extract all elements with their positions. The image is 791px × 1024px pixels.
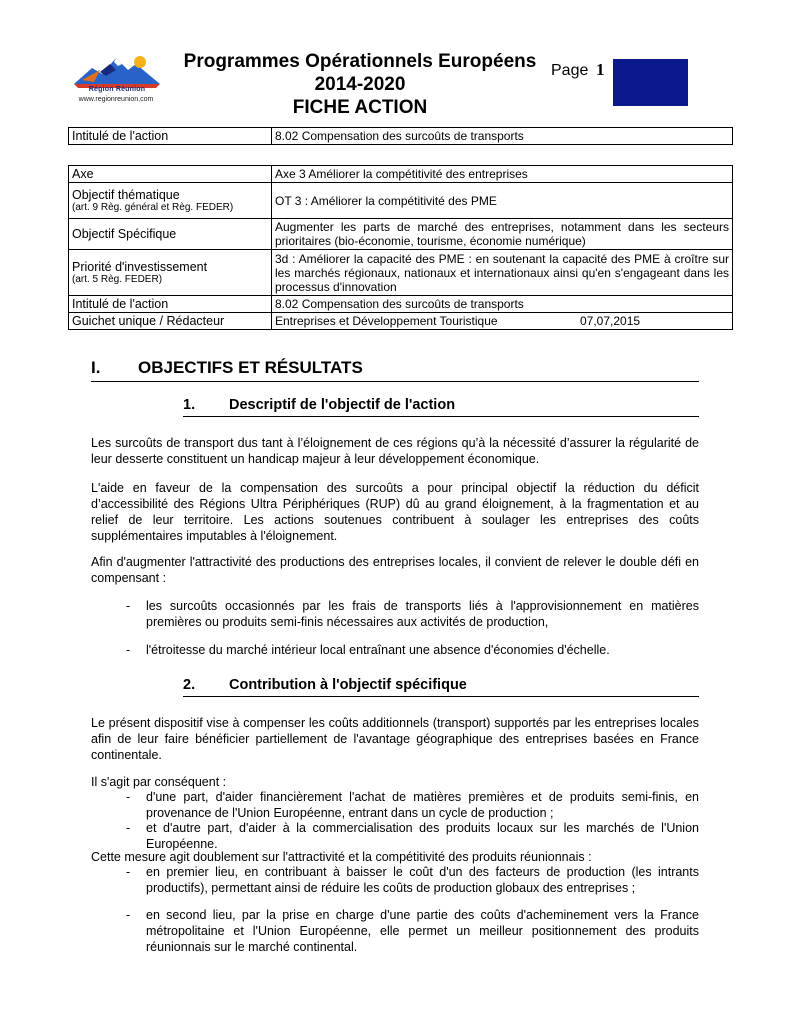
action-details-table	[68, 165, 733, 330]
objectif-specifique-value: Augmenter les parts de marché des entreprises, notamment dans les secteurs prioritaires (bio-économie, tourisme, économie numérique)	[272, 219, 733, 250]
intitule-value: 8.02 Compensation des surcoûts de transports	[272, 296, 733, 313]
section-number: I.	[91, 358, 101, 377]
paragraph: Afin d'augmenter l'attractivité des productions des entreprises locales, il convient de relever le double défi en compensant :	[91, 555, 699, 585]
logo-text: Région Réunion	[88, 86, 146, 93]
title-line-2: 2014-2020	[314, 74, 406, 95]
priorite-value: 3d : Améliorer la capacité des PME : en soutenant la capacité des PME à croître sur les marchés régionaux, nationaux et internationaux ainsi qu'en s'engageant dans les processus d'innovation	[272, 250, 733, 296]
guichet-value: Entreprises et Développement Touristique	[275, 314, 498, 328]
subsection-2-number: 2.	[183, 677, 196, 693]
list-item-text: d'une part, d'aider financièrement l'achat de matières premières et de produits semi-finis, en provenance de l'Union Européenne, entrant dans un cycle de production ;	[146, 790, 699, 820]
paragraph: Les surcoûts de transport dus tant à l’éloignement de ces régions qu’à la nécessité d’assurer la régularité de leur desserte constituent un handicap majeur à leur développement économique.	[91, 436, 699, 466]
section-heading	[91, 358, 699, 382]
list-item	[126, 907, 699, 955]
axe-value: Axe 3 Améliorer la compétitivité des entreprises	[272, 166, 733, 183]
list-item-text: en second lieu, par la prise en charge d'une partie des coûts d'acheminement vers la France métropolitaine et l'Union Européenne, elle permet un meilleur positionnement des produits réunionnais sur le marché continental.	[146, 908, 699, 954]
bullet-dash: -	[126, 908, 131, 922]
bullet-dash: -	[126, 599, 131, 613]
axe-label: Axe	[69, 166, 272, 183]
list-item-text: et d'autre part, d'aider à la commercialisation des produits locaux sur les marchés de l'Union Européenne.	[146, 821, 699, 851]
blue-box	[613, 59, 688, 106]
guichet-cell	[272, 313, 733, 330]
objectif-thematique-cell	[69, 183, 272, 219]
priorite-cell	[69, 250, 272, 296]
action-title-value: 8.02 Compensation des surcoûts de transports	[272, 128, 733, 145]
bullet-dash: -	[126, 643, 131, 657]
subsection-2-title: Contribution à l'objectif spécifique	[229, 677, 467, 693]
logo-url: www.regionreunion.com	[78, 96, 154, 103]
title-line-1: Programmes Opérationnels Européens	[183, 51, 537, 72]
objectif-thematique-label: Objectif thématique	[72, 188, 180, 202]
list-item	[126, 598, 699, 630]
priorite-label: Priorité d'investissement	[72, 260, 208, 274]
subsection-2-heading	[183, 677, 699, 697]
intitule-label: Intitulé de l'action	[69, 296, 272, 313]
guichet-date: 07,07,2015	[580, 314, 641, 328]
list-item	[126, 789, 699, 821]
subsection-1-title: Descriptif de l'objectif de l'action	[229, 397, 456, 413]
action-title-label: Intitulé de l'action	[69, 128, 272, 145]
document-title	[160, 50, 560, 119]
paragraph: Il s'agit par conséquent :	[91, 775, 227, 789]
objectif-thematique-sub: (art. 9 Règ. général et Règ. FEDER)	[72, 202, 234, 213]
paragraph: Le présent dispositif vise à compenser les coûts additionnels (transport) supportés par les entreprises locales afin de leur faire bénéficier partiellement de l'avantage géographique des entreprises basées en France continentale.	[91, 716, 699, 762]
title-line-3: FICHE ACTION	[292, 97, 428, 118]
bullet-dash: -	[126, 790, 131, 804]
section-title: OBJECTIFS ET RÉSULTATS	[138, 358, 363, 377]
list-item-text: l'étroitesse du marché intérieur local entraînant une absence d'économies d'échelle.	[146, 643, 610, 657]
bullet-dash: -	[126, 821, 131, 835]
page-number: 1	[596, 60, 605, 79]
list-item	[126, 864, 699, 896]
action-title-table	[68, 127, 733, 145]
list-item	[126, 820, 699, 852]
list-item-text: en premier lieu, en contribuant à baisser le coût d'un des facteurs de production (les intrants productifs), permettant ainsi de réduire les coûts de production globaux des entreprises ;	[146, 865, 699, 895]
objectif-specifique-label: Objectif Spécifique	[69, 219, 272, 250]
subsection-1-number: 1.	[183, 397, 196, 413]
priorite-sub: (art. 5 Règ. FEDER)	[72, 274, 163, 285]
paragraph: L'aide en faveur de la compensation des surcoûts a pour principal objectif la réduction du déficit d’accessibilité des Régions Ultra Périphériques (RUP) dû au grand éloignement, à la fragmentation et au relief de leur territoire. Les actions soutenues contribuent à soulager les entreprises des coûts supplémentaires imputables à l'éloignement.	[91, 481, 699, 543]
list-item	[126, 642, 699, 658]
guichet-label: Guichet unique / Rédacteur	[69, 313, 272, 330]
list-item-text: les surcoûts occasionnés par les frais de transports liés à l'approvisionnement en matières premières ou produits semi-finis nécessaires aux activités de production,	[146, 599, 699, 629]
objectif-thematique-value: OT 3 : Améliorer la compétitivité des PME	[272, 183, 733, 219]
paragraph: Cette mesure agit doublement sur l'attractivité et la compétitivité des produits réunionnais :	[91, 850, 592, 864]
subsection-1-heading	[183, 397, 699, 417]
bullet-dash: -	[126, 865, 131, 879]
page-label: Page	[551, 62, 589, 79]
